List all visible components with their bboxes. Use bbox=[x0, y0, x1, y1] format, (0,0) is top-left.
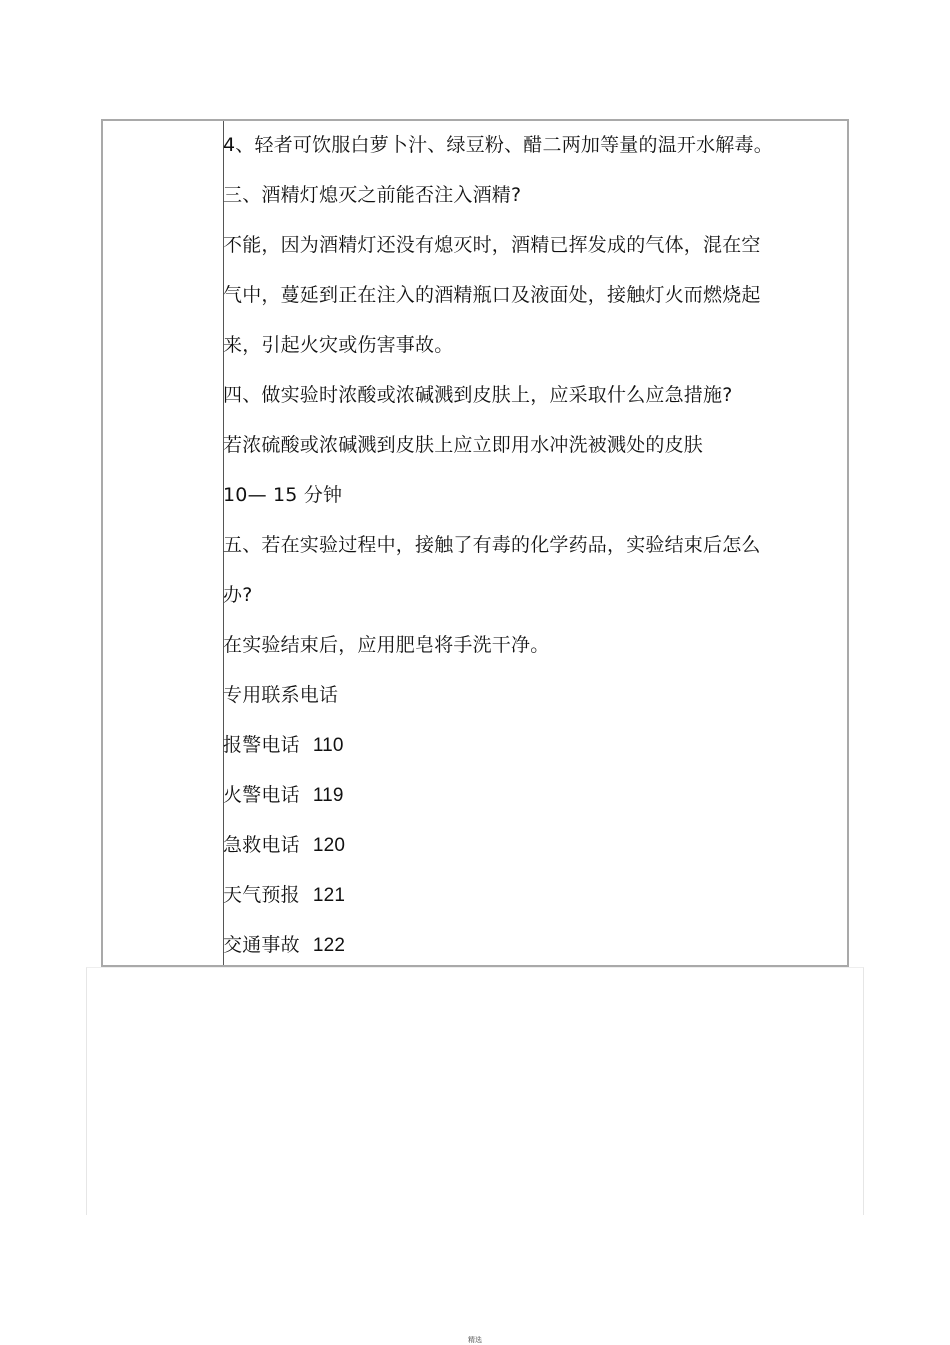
phone-entry bbox=[223, 821, 823, 871]
phone-entry bbox=[223, 721, 823, 771]
document-body bbox=[223, 121, 823, 971]
section-heading: 三、酒精灯熄灭之前能否注入酒精? bbox=[223, 184, 522, 206]
text-line: 来，引起火灾或伤害事故。 bbox=[223, 334, 454, 356]
section-heading: 五、若在实验过程中，接触了有毒的化学药品，实验结束后怎么 bbox=[223, 534, 761, 556]
text-line: 气中，蔓延到正在注入的酒精瓶口及液面处，接触灯火而燃烧起 bbox=[223, 284, 761, 306]
text-line: 在实验结束后，应用肥皂将手洗干净。 bbox=[223, 634, 550, 656]
phone-entry bbox=[223, 921, 823, 971]
phone-number: 120 bbox=[312, 835, 346, 856]
phone-label: 交通事故 bbox=[223, 934, 300, 956]
phone-list-heading: 专用联系电话 bbox=[223, 684, 339, 706]
phone-entry bbox=[223, 771, 823, 821]
phone-label: 火警电话 bbox=[223, 784, 300, 806]
phone-entry bbox=[223, 871, 823, 921]
text-line: 若浓硫酸或浓碱溅到皮肤上应立即用水冲洗被溅处的皮肤 bbox=[223, 434, 704, 456]
page-footer: 精选 bbox=[468, 1336, 482, 1344]
section-heading-continued: 办? bbox=[223, 584, 253, 606]
phone-label: 急救电话 bbox=[223, 834, 300, 856]
text-line: 10— 15 分钟 bbox=[223, 484, 343, 506]
phone-number: 110 bbox=[312, 735, 344, 756]
section-heading: 四、做实验时浓酸或浓碱溅到皮肤上，应采取什么应急措施? bbox=[223, 384, 733, 406]
lower-table-frame bbox=[86, 967, 864, 1215]
phone-label: 天气预报 bbox=[223, 884, 300, 906]
phone-label: 报警电话 bbox=[223, 734, 300, 756]
phone-number: 121 bbox=[312, 885, 346, 906]
text-line: 不能，因为酒精灯还没有熄灭时，酒精已挥发成的气体，混在空 bbox=[223, 234, 761, 256]
text-line: 4、轻者可饮服白萝卜汁、绿豆粉、醋二两加等量的温开水解毒。 bbox=[223, 134, 773, 156]
phone-number: 122 bbox=[312, 935, 346, 956]
phone-number: 119 bbox=[312, 785, 344, 806]
